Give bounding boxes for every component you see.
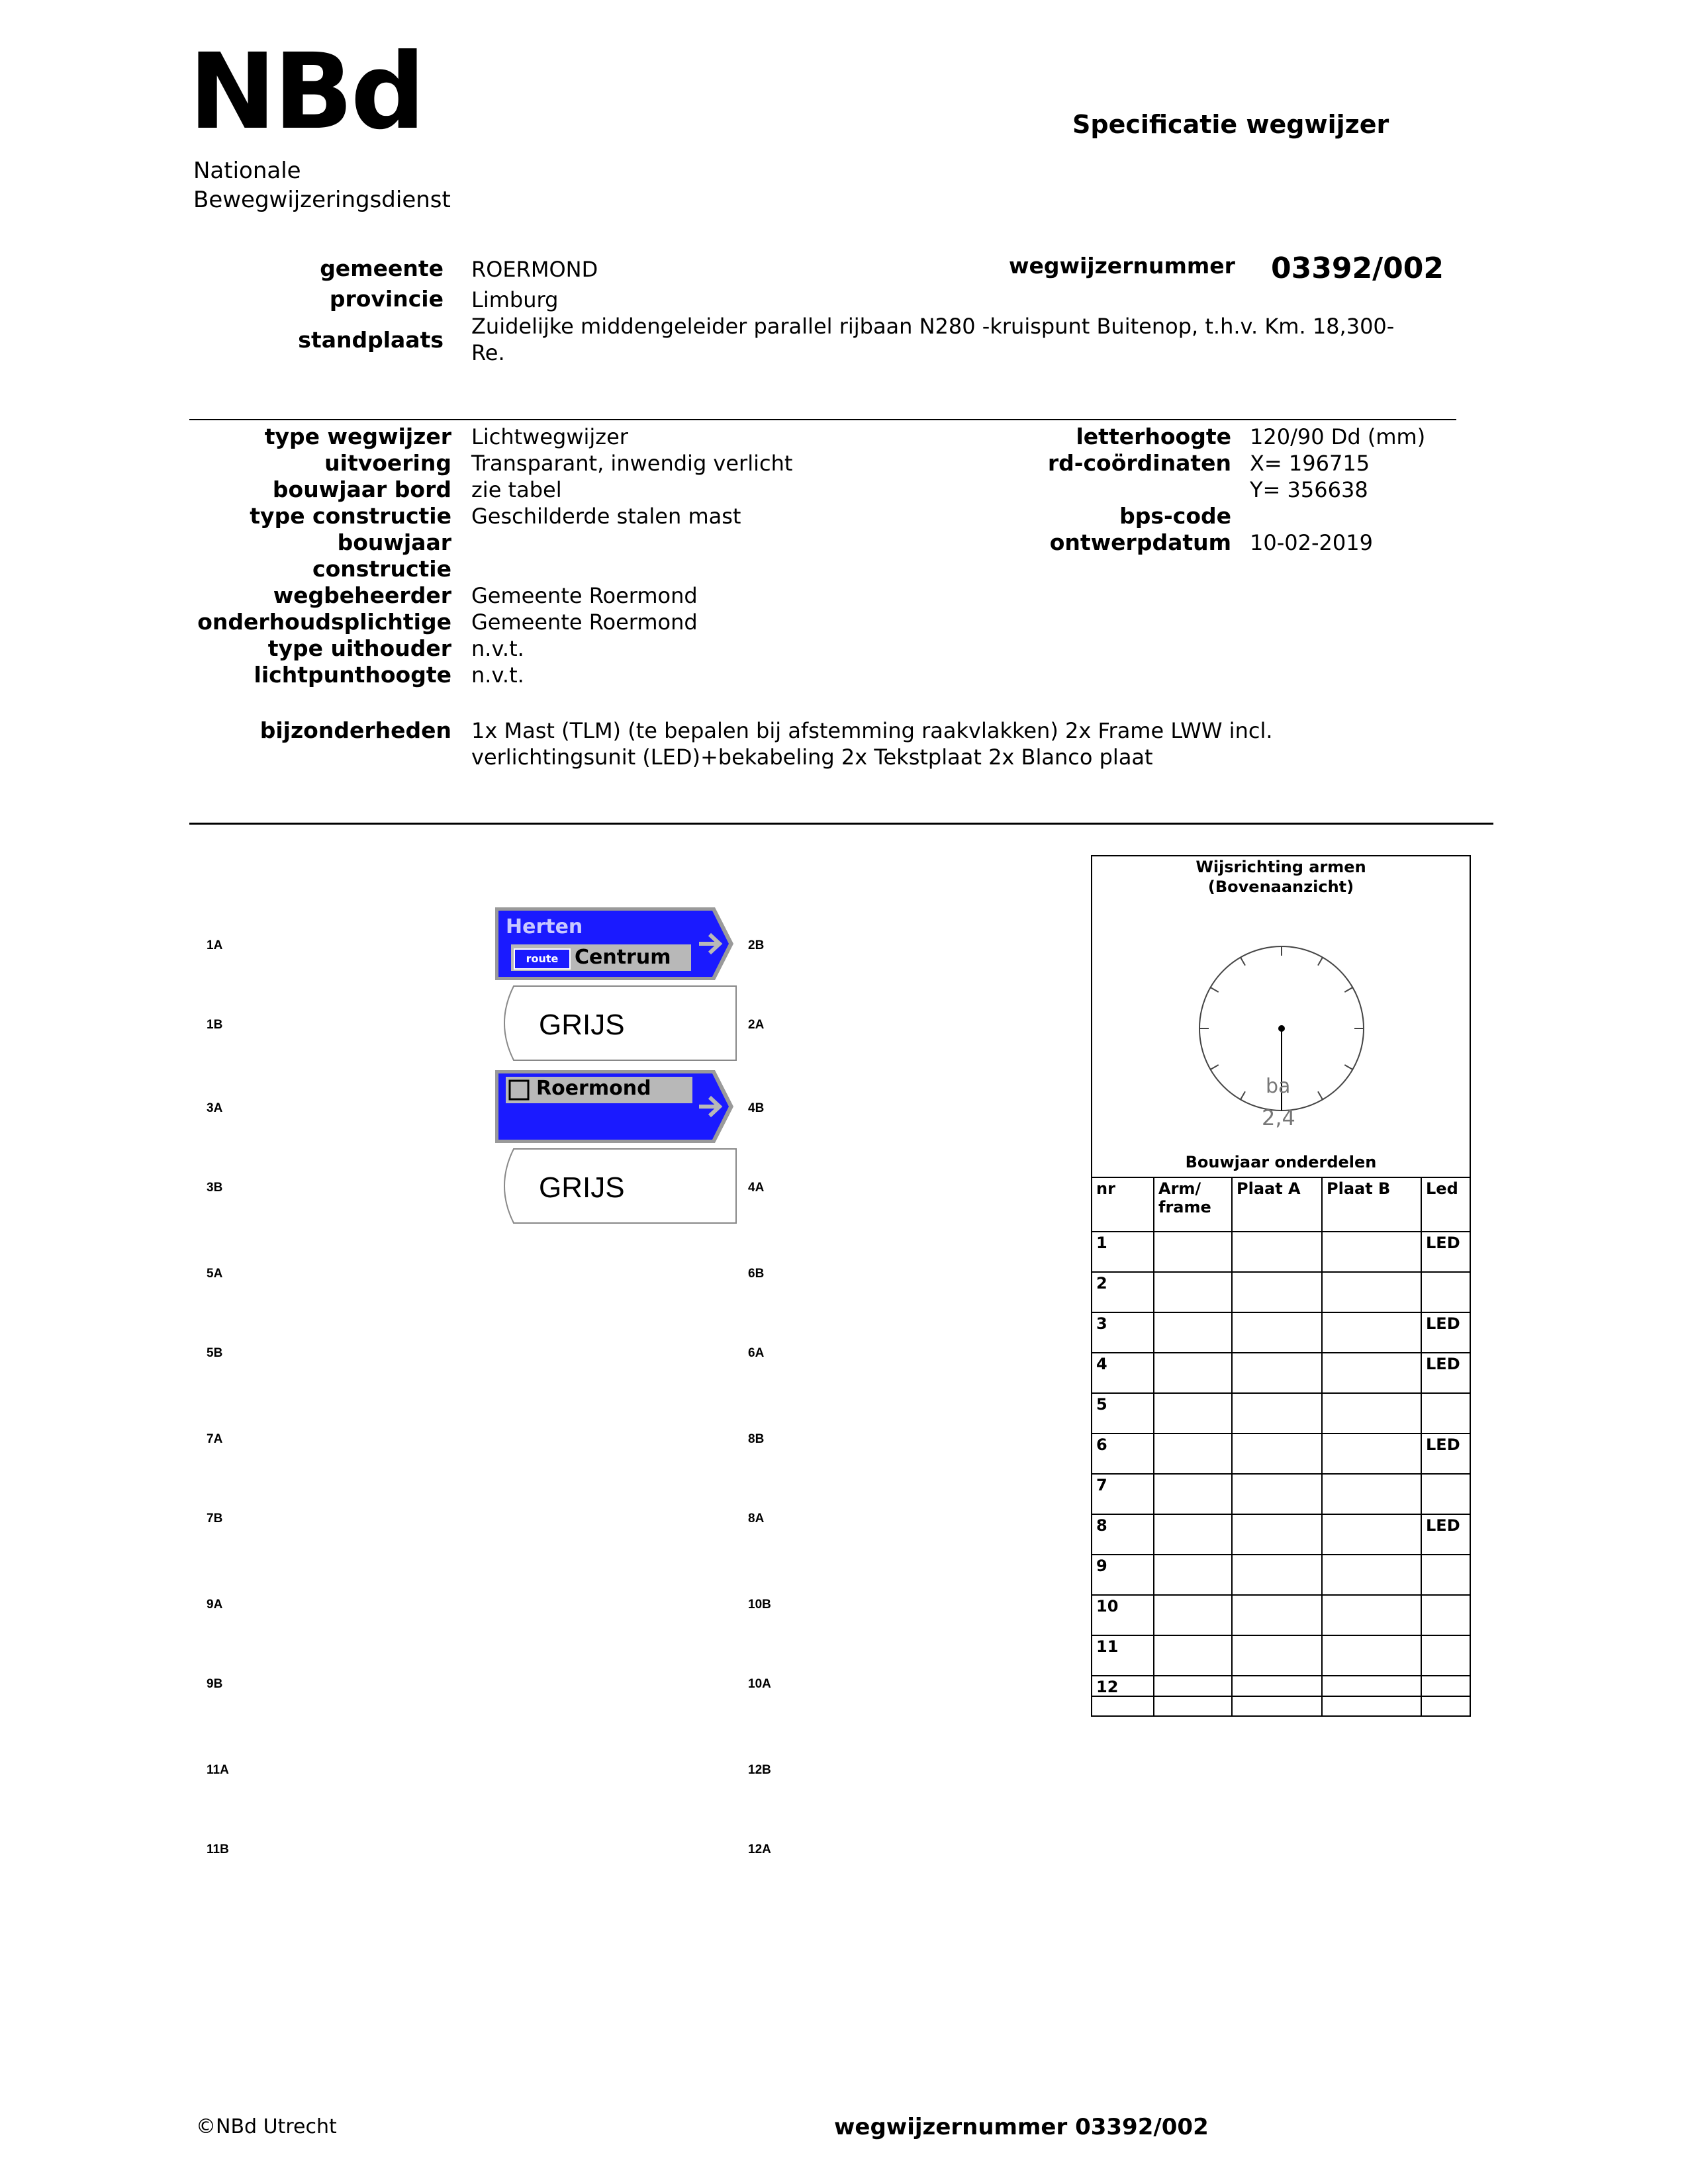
sign-herten-centrum	[494, 906, 735, 981]
bijzonderheden-value-2: verlichtingsunit (LED)+bekabeling 2x Tekstplaat 2x Blanco plaat	[471, 745, 1153, 770]
bouwjaar-bord-label: bouwjaar bord	[272, 477, 451, 502]
gemeente-value: ROERMOND	[471, 257, 598, 282]
bouwjaar-cell: LED	[1421, 1433, 1470, 1474]
position-label-right: 4A	[748, 1181, 765, 1195]
col-header-plaat-b: Plaat B	[1322, 1177, 1421, 1232]
bouwjaar-cell	[1154, 1555, 1232, 1595]
bouwjaar-cell: 7	[1092, 1474, 1154, 1514]
bouwjaar-cell	[1322, 1595, 1421, 1635]
position-label-right: 6A	[748, 1346, 765, 1360]
bouwjaar-cell: 9	[1092, 1555, 1154, 1595]
letterhoogte-label: letterhoogte	[1076, 424, 1231, 449]
lichtpunthoogte-value: n.v.t.	[471, 662, 524, 688]
route-badge: route	[514, 948, 571, 970]
bouwjaar-cell	[1232, 1312, 1322, 1353]
bouwjaar-cell	[1421, 1272, 1470, 1312]
nbd-logo: NBd	[189, 31, 423, 153]
logo-subtitle-2: Bewegwijzeringsdienst	[193, 187, 451, 213]
wegwijzernummer-value: 03392/002	[1271, 251, 1444, 285]
col-header-led: Led	[1421, 1177, 1470, 1232]
bijzonderheden-label: bijzonderheden	[259, 717, 451, 743]
position-label-left: 7B	[207, 1512, 223, 1525]
sign-roermond	[494, 1069, 735, 1144]
position-label-left: 9B	[207, 1677, 223, 1691]
col-header-arm-frame: Arm/ frame	[1154, 1177, 1232, 1232]
document-title: Specificatie wegwijzer	[1072, 110, 1389, 139]
bouwjaar-cell	[1232, 1393, 1322, 1433]
bouwjaar-cell	[1232, 1676, 1322, 1716]
position-label-right: 6B	[748, 1267, 765, 1281]
bouwjaar-cell: 12	[1092, 1676, 1154, 1716]
type-uithouder-value: n.v.t.	[471, 636, 524, 661]
wegbeheerder-label: wegbeheerder	[273, 582, 451, 608]
divider-bottom	[189, 823, 1493, 825]
bouwjaar-cell	[1232, 1555, 1322, 1595]
bouwjaar-cell	[1232, 1635, 1322, 1676]
bouwjaar-cell	[1322, 1555, 1421, 1595]
blank-plate-2	[494, 1148, 737, 1224]
letterhoogte-value: 120/90 Dd (mm)	[1250, 424, 1426, 449]
col-header-plaat-a: Plaat A	[1232, 1177, 1322, 1232]
bouwjaar-header-row	[1092, 1177, 1470, 1232]
rd-coordinaten-label: rd-coördinaten	[1047, 450, 1231, 476]
sign2-text: Roermond	[536, 1077, 651, 1100]
bouwjaar-bord-value: zie tabel	[471, 477, 562, 502]
wegwijzernummer-label: wegwijzernummer	[1009, 253, 1235, 279]
bouwjaar-cell: 1	[1092, 1232, 1154, 1272]
bouwjaar-cell	[1154, 1433, 1232, 1474]
bouwjaar-cell	[1232, 1272, 1322, 1312]
onderhoudsplichtige-label: onderhoudsplichtige	[197, 609, 451, 635]
bouwjaar-cell	[1154, 1514, 1232, 1555]
position-label-right: 4B	[748, 1101, 765, 1115]
bouwjaar-cell	[1154, 1595, 1232, 1635]
bouwjaar-cell: 8	[1092, 1514, 1154, 1555]
bouwjaar-cell	[1154, 1272, 1232, 1312]
position-label-right: 2A	[748, 1018, 765, 1032]
wegbeheerder-value: Gemeente Roermond	[471, 583, 698, 608]
standplaats-label: standplaats	[298, 327, 444, 353]
position-label-left: 3B	[207, 1181, 223, 1195]
standplaats-value-2: Re.	[471, 340, 505, 365]
footer-number: wegwijzernummer 03392/002	[834, 2114, 1209, 2140]
bouwjaar-cell	[1322, 1393, 1421, 1433]
bouwjaar-cell	[1421, 1474, 1470, 1514]
bouwjaar-cell	[1232, 1595, 1322, 1635]
bouwjaar-cell	[1154, 1635, 1232, 1676]
bouwjaar-cell	[1154, 1393, 1232, 1433]
bouwjaar-cell: 6	[1092, 1433, 1154, 1474]
bouwjaar-cell	[1421, 1393, 1470, 1433]
bouwjaar-row	[1092, 1272, 1470, 1312]
blank-plate-1	[494, 985, 737, 1062]
onderhoudsplichtige-value: Gemeente Roermond	[471, 610, 698, 635]
position-label-right: 8B	[748, 1432, 765, 1446]
bouwjaar-cell: 10	[1092, 1595, 1154, 1635]
rd-y-value: Y= 356638	[1250, 477, 1368, 502]
sign1-top-text: Herten	[506, 915, 583, 938]
bouwjaar-row	[1092, 1474, 1470, 1514]
ontwerpdatum-label: ontwerpdatum	[1049, 529, 1231, 555]
bouwjaar-cell: 11	[1092, 1635, 1154, 1676]
bouwjaar-row	[1092, 1555, 1470, 1595]
provincie-value: Limburg	[471, 287, 559, 312]
col-header-nr: nr	[1092, 1177, 1154, 1232]
blank-plate-2-text: GRIJS	[539, 1171, 625, 1204]
position-label-right: 10A	[748, 1677, 771, 1691]
uitvoering-value: Transparant, inwendig verlicht	[471, 451, 793, 476]
type-wegwijzer-label: type wegwijzer	[264, 424, 451, 449]
position-label-left: 5B	[207, 1346, 223, 1360]
standplaats-value-1: Zuidelijke middengeleider parallel rijbaan N280 -kruispunt Buitenop, t.h.v. Km. 18,300-	[471, 314, 1395, 339]
bouwjaar-row	[1092, 1312, 1470, 1353]
type-uithouder-label: type uithouder	[267, 635, 451, 661]
bouwjaar-cell	[1322, 1433, 1421, 1474]
compass-tick	[1344, 1065, 1352, 1069]
position-label-left: 1A	[207, 938, 223, 952]
bouwjaar-row	[1092, 1514, 1470, 1555]
compass-tick	[1241, 958, 1245, 966]
bouwjaar-constructie-label-2: constructie	[312, 556, 451, 582]
bouwjaar-cell	[1154, 1676, 1232, 1716]
position-label-left: 9A	[207, 1598, 223, 1612]
bouwjaar-cell: 3	[1092, 1312, 1154, 1353]
compass-tick	[1318, 1091, 1323, 1099]
bouwjaar-cell	[1421, 1595, 1470, 1635]
position-label-left: 3A	[207, 1101, 223, 1115]
bouwjaar-row	[1092, 1676, 1470, 1716]
blank-plate-1-text: GRIJS	[539, 1009, 625, 1041]
bouwjaar-row	[1092, 1635, 1470, 1676]
position-label-left: 5A	[207, 1267, 223, 1281]
logo-subtitle-1: Nationale	[193, 158, 301, 184]
position-label-left: 7A	[207, 1432, 223, 1446]
bouwjaar-cell: 2	[1092, 1272, 1154, 1312]
bouwjaar-cell	[1421, 1676, 1470, 1716]
bouwjaar-row	[1092, 1232, 1470, 1272]
compass-tick	[1211, 987, 1219, 992]
lichtpunthoogte-label: lichtpunthoogte	[254, 662, 451, 688]
position-label-right: 10B	[748, 1598, 771, 1612]
bouwjaar-cell	[1232, 1433, 1322, 1474]
type-wegwijzer-value: Lichtwegwijzer	[471, 424, 628, 449]
bouwjaar-cell	[1232, 1514, 1322, 1555]
type-constructie-label: type constructie	[250, 503, 451, 529]
bouwjaar-cell	[1154, 1353, 1232, 1393]
bouwjaar-cell	[1232, 1353, 1322, 1393]
bouwjaar-cell: 5	[1092, 1393, 1154, 1433]
bouwjaar-cell: LED	[1421, 1353, 1470, 1393]
bouwjaar-cell	[1322, 1676, 1421, 1716]
bouwjaar-cell: LED	[1421, 1312, 1470, 1353]
position-label-right: 12A	[748, 1843, 771, 1856]
footer-copyright: ©NBd Utrecht	[196, 2115, 337, 2138]
sign1-bottom-text: Centrum	[575, 946, 671, 969]
bouwjaar-cell	[1322, 1353, 1421, 1393]
bouwjaar-row	[1092, 1595, 1470, 1635]
bouwjaar-row	[1092, 1353, 1470, 1393]
bouwjaar-cell: 4	[1092, 1353, 1154, 1393]
bouwjaar-cell	[1322, 1514, 1421, 1555]
provincie-label: provincie	[329, 286, 444, 312]
divider-top	[189, 419, 1456, 420]
compass-value-label: 2,4	[1262, 1105, 1295, 1130]
bouwjaar-cell	[1154, 1232, 1232, 1272]
gemeente-label: gemeente	[320, 255, 444, 281]
uitvoering-label: uitvoering	[324, 450, 451, 476]
bouwjaar-cell	[1322, 1312, 1421, 1353]
bouwjaar-cell	[1421, 1555, 1470, 1595]
compass-tick	[1241, 1091, 1245, 1099]
bouwjaar-cell	[1421, 1635, 1470, 1676]
type-constructie-value: Geschilderde stalen mast	[471, 504, 741, 529]
compass-title-1: Wijsrichting armen	[1196, 858, 1366, 876]
position-label-left: 11B	[207, 1843, 229, 1856]
bouwjaar-cell	[1232, 1474, 1322, 1514]
bouwjaar-cell	[1154, 1312, 1232, 1353]
bouwjaar-cell	[1322, 1272, 1421, 1312]
bouwjaar-cell	[1154, 1474, 1232, 1514]
position-label-right: 8A	[748, 1512, 765, 1525]
compass-tick	[1344, 987, 1352, 992]
bouwjaar-cell	[1322, 1474, 1421, 1514]
position-label-right: 2B	[748, 938, 765, 952]
position-label-left: 1B	[207, 1018, 223, 1032]
compass-arm-label: ba	[1266, 1075, 1291, 1098]
bouwjaar-cell: LED	[1421, 1232, 1470, 1272]
bps-code-label: bps-code	[1119, 503, 1231, 529]
position-label-right: 12B	[748, 1763, 771, 1777]
bouwjaar-cell: LED	[1421, 1514, 1470, 1555]
position-label-left: 11A	[207, 1763, 229, 1777]
bijzonderheden-value-1: 1x Mast (TLM) (te bepalen bij afstemming raakvlakken) 2x Frame LWW incl.	[471, 718, 1273, 743]
bouwjaar-title: Bouwjaar onderdelen	[1185, 1153, 1377, 1171]
bouwjaar-cell	[1232, 1232, 1322, 1272]
compass-title-2: (Bovenaanzicht)	[1207, 878, 1354, 896]
bouwjaar-row	[1092, 1393, 1470, 1433]
bouwjaar-cell	[1322, 1232, 1421, 1272]
rd-x-value: X= 196715	[1250, 451, 1370, 476]
compass-tick	[1318, 958, 1323, 966]
ontwerpdatum-value: 10-02-2019	[1250, 530, 1373, 555]
bouwjaar-row	[1092, 1433, 1470, 1474]
bouwjaar-cell	[1322, 1635, 1421, 1676]
bouwjaar-table	[1091, 1177, 1471, 1717]
compass-tick	[1211, 1065, 1219, 1069]
bouwjaar-constructie-label-1: bouwjaar	[337, 529, 451, 555]
